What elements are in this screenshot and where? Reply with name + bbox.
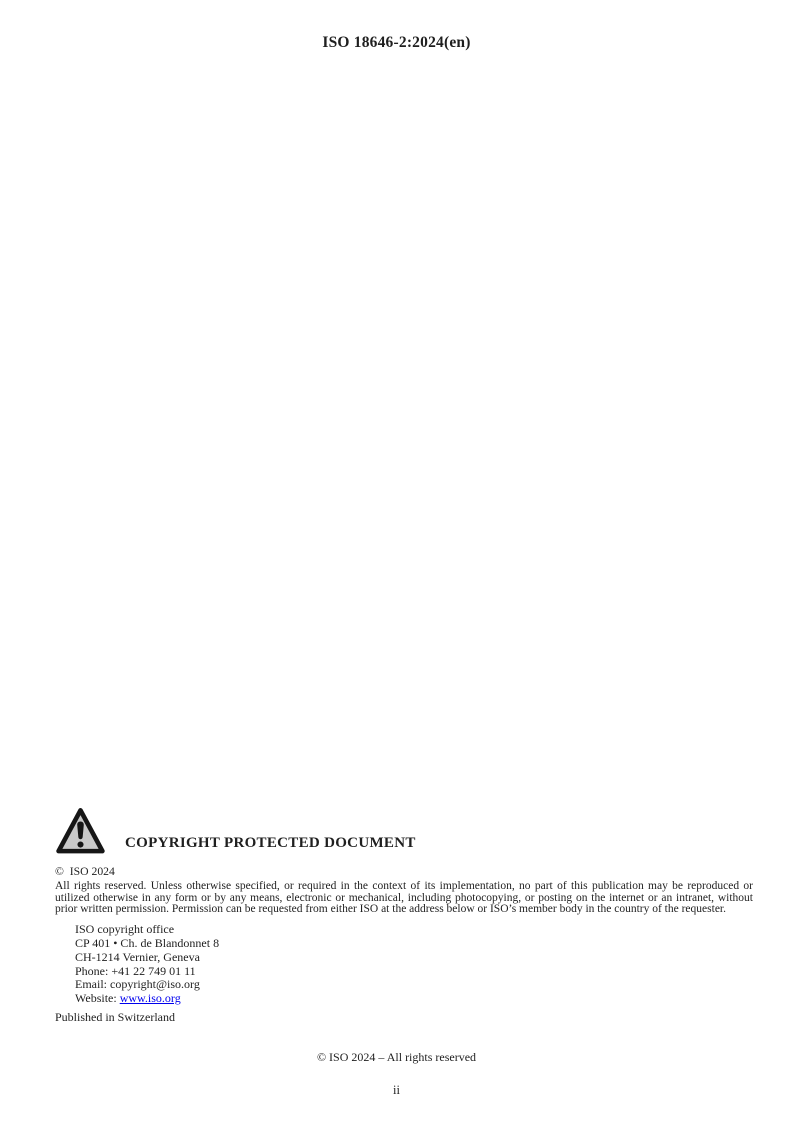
iso-address-block [75,923,753,1006]
warning-triangle-icon [55,804,106,859]
address-line-street: CP 401 • Ch. de Blandonnet 8 [75,935,220,950]
address-line-phone: Phone: +41 22 749 01 11 [75,963,196,978]
address-line-city: CH-1214 Vernier, Geneva [75,949,200,964]
copyright-heading: COPYRIGHT PROTECTED DOCUMENT [125,835,416,851]
address-line-email: Email: copyright@iso.org [75,977,200,992]
page-number: ii [393,1083,400,1097]
published-line: Published in Switzerland [55,1009,175,1024]
copyright-heading-row [55,804,753,859]
iso-website-link[interactable]: www.iso.org [119,991,181,1006]
website-label: Website: [75,991,120,1006]
page-header-title: ISO 18646-2:2024(en) [322,34,471,51]
address-line-office: ISO copyright office [75,922,175,937]
copyright-notice: © ISO 2024 [55,865,115,878]
copyright-body-paragraph: All rights reserved. Unless otherwise specified, or required in the context of its implementation, no part of this publication may be reproduced or utilized otherwise in any form or by any means, electronic or mechanical, including photocopying, or posting on the internet or an intranet, without prior written permission. Permission can be requested from either ISO at the address below or ISO’s member body in the country of the requester. [55,880,753,916]
address-line-website [75,992,753,1006]
copyright-section [55,804,753,1025]
footer-copyright: © ISO 2024 – All rights reserved [316,1050,477,1064]
